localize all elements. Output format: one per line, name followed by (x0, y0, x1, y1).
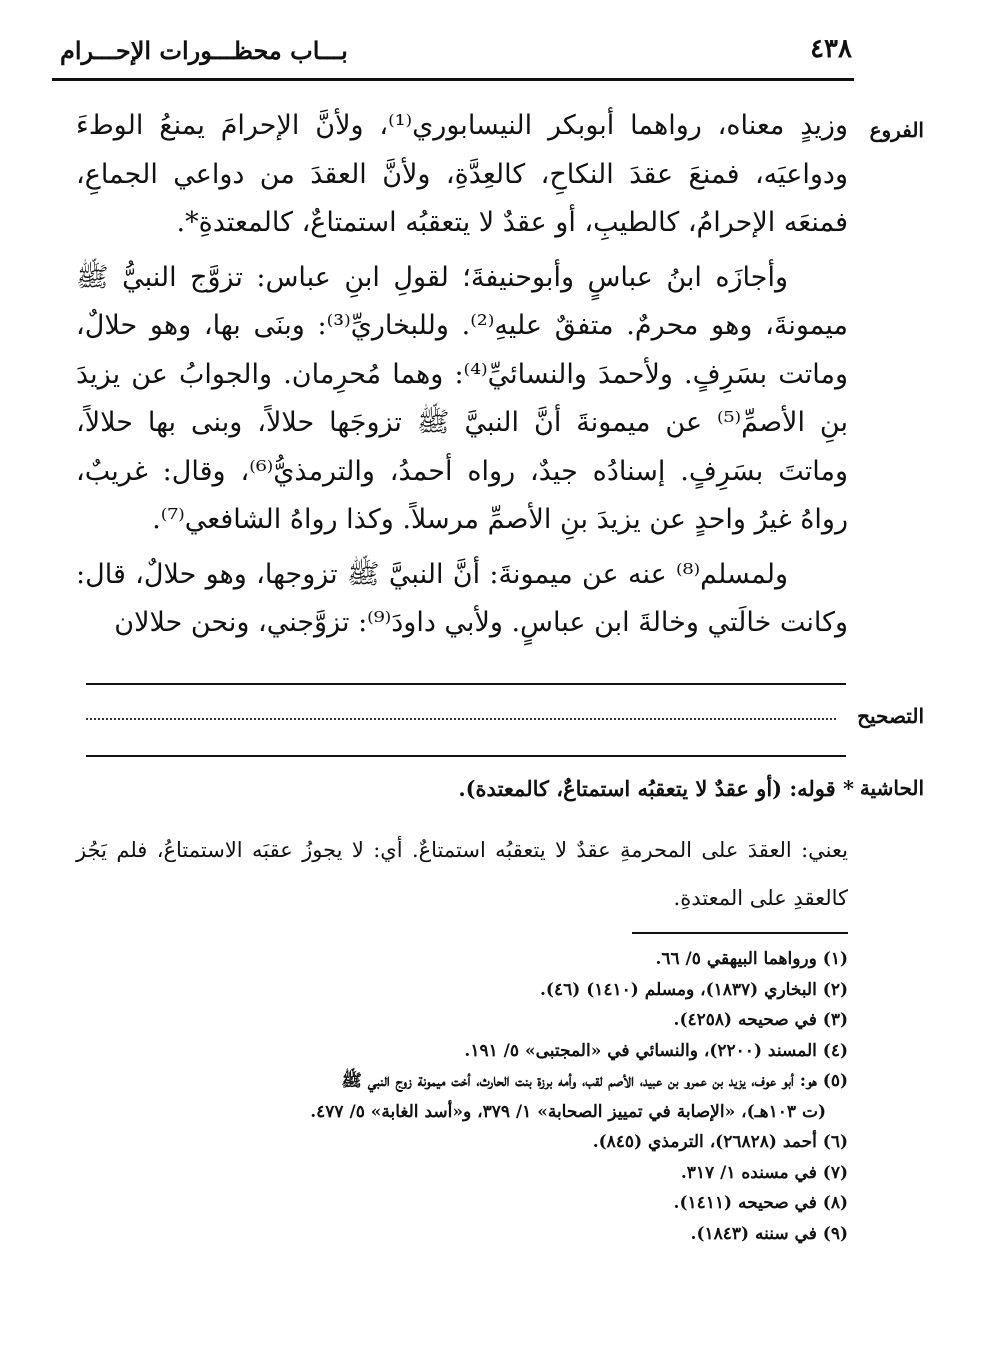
footnote-5-continued: (ت ١٠٣هـ)، «الإصابة في تمييز الصحابة» ١/ ٣٧٩، و«أسد الغابة» ٥/ ٤٧٧. (310, 1101, 826, 1122)
tashih-dotted-line (86, 718, 836, 720)
furu-label: الفروع (869, 118, 924, 142)
tashih-bottom-rule (86, 755, 846, 757)
footnote-7: (٧) في مسنده ١/ ٣١٧. (680, 1162, 848, 1183)
main-paragraph-1: وزيدٍ معناه، رواهما أبوبكر النيسابوري⁽¹⁾، ولأنَّ الإحرامَ يمنعُ الوطءَ ودواعيَه، فمنعَ عقدَ النكاحِ، كالعِدَّةِ، ولأنَّ العقدَ من دواعي الجماعِ، فمنعَه الإحرامُ، كالطيبِ، أو عقدٌ لا يتعقبُه استمتاعٌ، كالمعتدةِ*. (76, 110, 848, 238)
tashih-top-rule (86, 683, 846, 685)
footnote-5: (٥) هو: أبو عوف، يزيد بن عمرو بن عبيد، الأصم لقب، وأمه برزة بنت الحارث، أخت ميمونة زوج النبي ﷺ (341, 1071, 848, 1091)
footnote-2: (٢) البخاري (١٨٣٧)، ومسلم (١٤١٠) (٤٦). (540, 979, 848, 1000)
footnote-8: (٨) في صحيحه (١٤١١). (673, 1193, 848, 1213)
header-rule (52, 78, 854, 81)
hashiya-body: يعني: العقدَ على المحرمةِ عقدٌ لا يتعقبُه استمتاعٌ. أي: لا يجوزُ عقبَه الاستمتاعُ، فلم يَجُز كالعقدِ على المعتدةِ. (76, 838, 848, 910)
chapter-title: بـــاب محظـــورات الإحـــرام (60, 36, 348, 65)
hashiya-title: * قوله: (أو عقدٌ لا يتعقبُه استمتاعٌ، كالمعتدة). (458, 776, 854, 801)
footnote-separator (632, 932, 848, 934)
tashih-label: التصحيح (857, 704, 924, 728)
footnote-3: (٣) في صحيحه (٤٢٥٨). (673, 1010, 848, 1030)
main-paragraph-2: وأجازَه ابنُ عباسٍ وأبوحنيفةَ؛ لقولِ ابنِ عباس: تزوَّج النبيُّ ﷺ ميمونةَ، وهو محرمٌ. متفقٌ عليهِ⁽²⁾. وللبخاريِّ⁽³⁾: وبنَى بها، وهو حلالٌ، وماتت بسَرِفٍ. ولأحمدَ والنسائيِّ⁽⁴⁾: وهما مُحرِمان. والجوابُ عن يزيدَ بنِ الأصمِّ⁽⁵⁾ عن ميمونةَ أنَّ النبيَّ ﷺ تزوجَها حلالاً، وبنى بها حلالاً، وماتتَ بسَرِفٍ. إسنادُه جيدٌ، رواه أحمدُ، والترمذيُّ⁽⁶⁾، وقال: غريبٌ، رواهُ غيرُ واحدٍ عن يزيدَ بنِ الأصمِّ مرسلاً. وكذا رواهُ الشافعي⁽⁷⁾. (76, 261, 849, 535)
main-text (76, 102, 848, 648)
footnote-1: (١) ورواهما البيهقي ٥/ ٦٦. (655, 949, 848, 969)
footnotes (78, 944, 848, 1249)
main-paragraph-3: ولمسلم⁽⁸⁾ عنه عن ميمونةَ: أنَّ النبيَّ ﷺ تزوجها، وهو حلالٌ، قال: وكانت خالَتي وخالةَ ابن عباسٍ. ولأبي داودَ⁽⁹⁾: تزوَّجني، ونحن حلالان (76, 558, 848, 638)
footnote-4: (٤) المسند (٢٢٠٠)، والنسائي في «المجتبى» ٥/ ١٩١. (464, 1040, 848, 1061)
footnote-6: (٦) أحمد (٢٦٨٢٨)، الترمذي (٨٤٥). (592, 1132, 848, 1152)
page-number: ٤٣٨ (810, 34, 852, 64)
hashiya-label: الحاشية (859, 776, 924, 800)
footnote-9: (٩) في سننه (١٨٤٣). (690, 1223, 848, 1244)
